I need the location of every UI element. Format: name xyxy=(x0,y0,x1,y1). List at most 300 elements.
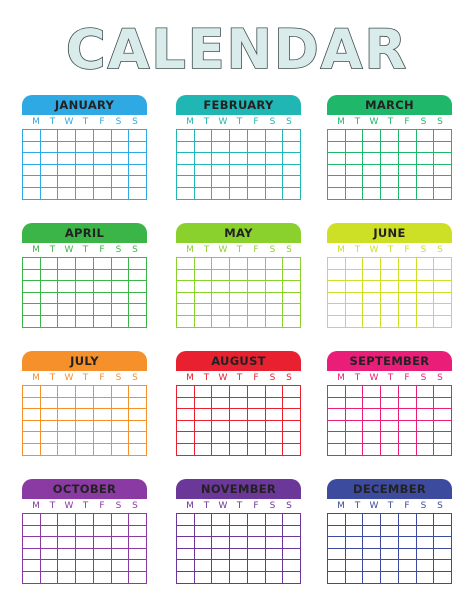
day-cell xyxy=(58,525,76,537)
day-cell xyxy=(265,420,283,432)
day-cell xyxy=(212,397,230,409)
day-cell xyxy=(212,443,230,455)
day-cell xyxy=(434,304,452,316)
week-row xyxy=(177,571,301,583)
day-cell xyxy=(129,397,147,409)
day-cell xyxy=(129,258,147,270)
weekday-label: M xyxy=(337,373,345,383)
day-cell xyxy=(76,281,94,293)
day-cell xyxy=(177,443,195,455)
day-cell xyxy=(283,397,301,409)
day-cell xyxy=(40,141,58,153)
day-cell xyxy=(111,571,129,583)
week-row xyxy=(23,443,147,455)
day-cell xyxy=(76,141,94,153)
day-cell xyxy=(328,571,346,583)
day-cell xyxy=(247,514,265,526)
day-cell xyxy=(194,187,212,199)
day-cell xyxy=(345,571,363,583)
day-cell xyxy=(129,420,147,432)
month-september xyxy=(327,351,452,456)
day-cell xyxy=(93,269,111,281)
day-cell xyxy=(129,141,147,153)
month-header: FEBRUARY xyxy=(176,95,301,115)
day-cell xyxy=(230,281,248,293)
day-cell xyxy=(40,409,58,421)
day-cell xyxy=(93,420,111,432)
day-cell xyxy=(23,525,41,537)
day-cell xyxy=(398,292,416,304)
day-grid xyxy=(22,129,147,200)
weekday-label: F xyxy=(99,245,105,255)
week-row xyxy=(177,386,301,398)
day-cell xyxy=(40,153,58,165)
day-cell xyxy=(23,176,41,188)
day-cell xyxy=(194,153,212,165)
month-header: OCTOBER xyxy=(22,479,147,499)
day-cell xyxy=(23,443,41,455)
day-cell xyxy=(283,258,301,270)
day-cell xyxy=(212,315,230,327)
weekday-label: S xyxy=(286,373,292,383)
day-cell xyxy=(212,386,230,398)
week-row xyxy=(177,537,301,549)
day-cell xyxy=(177,514,195,526)
day-cell xyxy=(177,386,195,398)
day-cell xyxy=(381,397,399,409)
day-cell xyxy=(416,571,434,583)
weekday-label: F xyxy=(404,245,410,255)
weekday-label: T xyxy=(203,245,210,255)
day-cell xyxy=(398,304,416,316)
day-cell xyxy=(283,187,301,199)
day-cell xyxy=(345,537,363,549)
day-cell xyxy=(381,420,399,432)
weekday-label: T xyxy=(354,245,361,255)
day-cell xyxy=(328,304,346,316)
day-cell xyxy=(398,130,416,142)
day-cell xyxy=(265,269,283,281)
day-grid xyxy=(176,385,301,456)
day-cell xyxy=(194,258,212,270)
day-cell xyxy=(328,397,346,409)
week-row xyxy=(23,315,147,327)
day-cell xyxy=(194,292,212,304)
month-august xyxy=(176,351,301,456)
day-cell xyxy=(76,409,94,421)
day-grid xyxy=(327,257,452,328)
day-cell xyxy=(93,292,111,304)
day-cell xyxy=(247,315,265,327)
day-cell xyxy=(76,258,94,270)
weekday-label: S xyxy=(437,373,443,383)
day-cell xyxy=(247,153,265,165)
day-cell xyxy=(247,548,265,560)
day-cell xyxy=(283,164,301,176)
weekday-label: T xyxy=(49,245,56,255)
weekday-label: F xyxy=(99,373,105,383)
month-header: MARCH xyxy=(327,95,452,115)
day-cell xyxy=(58,537,76,549)
day-cell xyxy=(398,176,416,188)
day-cell xyxy=(111,292,129,304)
weekday-label: T xyxy=(236,501,243,511)
day-cell xyxy=(434,525,452,537)
day-cell xyxy=(345,409,363,421)
day-cell xyxy=(76,269,94,281)
weekday-label: M xyxy=(186,245,194,255)
weekday-row xyxy=(327,371,452,385)
day-cell xyxy=(381,292,399,304)
day-cell xyxy=(40,397,58,409)
day-cell xyxy=(345,514,363,526)
day-cell xyxy=(265,514,283,526)
day-cell xyxy=(40,187,58,199)
weekday-label: F xyxy=(253,245,259,255)
day-cell xyxy=(230,548,248,560)
weekday-label: F xyxy=(253,117,259,127)
month-header: DECEMBER xyxy=(327,479,452,499)
month-march xyxy=(327,95,452,200)
day-cell xyxy=(381,187,399,199)
day-cell xyxy=(345,141,363,153)
day-cell xyxy=(363,432,381,444)
day-cell xyxy=(283,432,301,444)
day-cell xyxy=(283,443,301,455)
day-cell xyxy=(381,141,399,153)
week-row xyxy=(23,153,147,165)
day-cell xyxy=(345,153,363,165)
day-cell xyxy=(398,571,416,583)
day-cell xyxy=(194,571,212,583)
week-row xyxy=(328,304,452,316)
day-cell xyxy=(265,176,283,188)
day-cell xyxy=(40,258,58,270)
day-cell xyxy=(23,304,41,316)
day-cell xyxy=(76,130,94,142)
day-cell xyxy=(345,130,363,142)
day-cell xyxy=(23,315,41,327)
day-cell xyxy=(363,187,381,199)
week-row xyxy=(328,409,452,421)
day-cell xyxy=(345,269,363,281)
day-cell xyxy=(194,315,212,327)
week-row xyxy=(328,548,452,560)
weekday-label: T xyxy=(82,245,89,255)
day-cell xyxy=(381,176,399,188)
day-cell xyxy=(58,571,76,583)
week-row xyxy=(23,269,147,281)
day-cell xyxy=(283,525,301,537)
day-cell xyxy=(416,397,434,409)
day-cell xyxy=(345,420,363,432)
week-row xyxy=(328,281,452,293)
weekday-row xyxy=(176,243,301,257)
day-cell xyxy=(129,176,147,188)
day-cell xyxy=(363,548,381,560)
day-cell xyxy=(265,397,283,409)
week-row xyxy=(177,514,301,526)
day-cell xyxy=(434,571,452,583)
day-cell xyxy=(177,409,195,421)
day-cell xyxy=(194,141,212,153)
week-row xyxy=(328,315,452,327)
day-cell xyxy=(23,258,41,270)
day-cell xyxy=(230,443,248,455)
weekday-label: S xyxy=(420,501,427,511)
day-cell xyxy=(230,258,248,270)
day-cell xyxy=(23,560,41,572)
day-cell xyxy=(23,164,41,176)
day-cell xyxy=(23,397,41,409)
weekday-label: W xyxy=(369,117,379,127)
day-cell xyxy=(434,514,452,526)
day-cell xyxy=(76,292,94,304)
week-row xyxy=(23,571,147,583)
day-cell xyxy=(381,514,399,526)
day-cell xyxy=(177,537,195,549)
weekday-row xyxy=(22,243,147,257)
day-cell xyxy=(58,432,76,444)
day-cell xyxy=(129,443,147,455)
day-cell xyxy=(177,432,195,444)
day-cell xyxy=(328,269,346,281)
weekday-label: S xyxy=(437,245,443,255)
day-cell xyxy=(76,548,94,560)
day-cell xyxy=(398,537,416,549)
weekday-label: S xyxy=(115,117,122,127)
weekday-label: M xyxy=(337,117,345,127)
week-row xyxy=(23,420,147,432)
week-row xyxy=(177,187,301,199)
day-cell xyxy=(212,281,230,293)
day-cell xyxy=(265,537,283,549)
day-cell xyxy=(416,525,434,537)
week-row xyxy=(177,315,301,327)
day-cell xyxy=(111,281,129,293)
day-cell xyxy=(265,315,283,327)
day-cell xyxy=(58,409,76,421)
month-header: AUGUST xyxy=(176,351,301,371)
weekday-label: S xyxy=(115,245,122,255)
day-cell xyxy=(381,258,399,270)
day-cell xyxy=(129,315,147,327)
day-cell xyxy=(434,386,452,398)
weekday-label: F xyxy=(404,117,410,127)
weekday-label: S xyxy=(286,501,292,511)
day-cell xyxy=(194,514,212,526)
day-cell xyxy=(23,269,41,281)
day-cell xyxy=(129,187,147,199)
day-cell xyxy=(416,315,434,327)
weekday-label: T xyxy=(82,117,89,127)
day-cell xyxy=(40,269,58,281)
day-cell xyxy=(283,281,301,293)
day-cell xyxy=(283,571,301,583)
day-cell xyxy=(328,443,346,455)
day-cell xyxy=(212,432,230,444)
day-cell xyxy=(230,304,248,316)
weekday-label: S xyxy=(115,373,122,383)
weekday-label: S xyxy=(269,373,276,383)
month-october xyxy=(22,479,147,584)
day-cell xyxy=(111,187,129,199)
day-cell xyxy=(230,571,248,583)
day-cell xyxy=(93,397,111,409)
weekday-label: T xyxy=(203,501,210,511)
week-row xyxy=(23,292,147,304)
day-cell xyxy=(177,281,195,293)
weekday-label: F xyxy=(404,501,410,511)
weekday-label: S xyxy=(420,245,427,255)
day-cell xyxy=(93,164,111,176)
day-cell xyxy=(58,187,76,199)
weekday-label: F xyxy=(404,373,410,383)
day-cell xyxy=(416,304,434,316)
day-grid xyxy=(327,385,452,456)
day-cell xyxy=(111,304,129,316)
day-cell xyxy=(363,514,381,526)
weekday-label: T xyxy=(236,117,243,127)
day-cell xyxy=(381,315,399,327)
week-row xyxy=(328,397,452,409)
day-cell xyxy=(23,130,41,142)
day-cell xyxy=(194,386,212,398)
day-cell xyxy=(40,315,58,327)
day-cell xyxy=(265,409,283,421)
day-cell xyxy=(416,153,434,165)
day-cell xyxy=(58,292,76,304)
day-cell xyxy=(283,548,301,560)
day-cell xyxy=(58,548,76,560)
weekday-row xyxy=(327,499,452,513)
day-cell xyxy=(129,537,147,549)
weekday-label: S xyxy=(132,117,138,127)
day-cell xyxy=(283,304,301,316)
day-cell xyxy=(247,386,265,398)
day-cell xyxy=(416,292,434,304)
day-cell xyxy=(283,176,301,188)
weekday-label: T xyxy=(354,501,361,511)
day-cell xyxy=(434,258,452,270)
day-cell xyxy=(381,525,399,537)
weekday-label: T xyxy=(354,373,361,383)
day-cell xyxy=(434,141,452,153)
day-cell xyxy=(363,153,381,165)
day-cell xyxy=(40,164,58,176)
day-cell xyxy=(328,292,346,304)
day-cell xyxy=(247,525,265,537)
week-row xyxy=(23,514,147,526)
day-cell xyxy=(23,514,41,526)
month-december xyxy=(327,479,452,584)
weekday-label: T xyxy=(354,117,361,127)
day-cell xyxy=(129,548,147,560)
day-cell xyxy=(434,187,452,199)
month-header: JUNE xyxy=(327,223,452,243)
day-cell xyxy=(247,130,265,142)
weekday-label: M xyxy=(186,117,194,127)
day-cell xyxy=(328,281,346,293)
day-cell xyxy=(230,292,248,304)
day-cell xyxy=(23,432,41,444)
day-cell xyxy=(129,432,147,444)
day-cell xyxy=(283,292,301,304)
weekday-row xyxy=(176,499,301,513)
day-cell xyxy=(283,130,301,142)
week-row xyxy=(328,514,452,526)
weekday-label: W xyxy=(64,373,74,383)
day-cell xyxy=(23,571,41,583)
day-cell xyxy=(381,164,399,176)
week-row xyxy=(177,548,301,560)
week-row xyxy=(177,153,301,165)
day-cell xyxy=(40,304,58,316)
week-row xyxy=(328,537,452,549)
month-february xyxy=(176,95,301,200)
day-cell xyxy=(111,525,129,537)
day-cell xyxy=(93,571,111,583)
week-row xyxy=(177,269,301,281)
day-cell xyxy=(381,560,399,572)
day-cell xyxy=(247,176,265,188)
day-cell xyxy=(283,514,301,526)
day-cell xyxy=(345,292,363,304)
day-cell xyxy=(363,525,381,537)
day-cell xyxy=(230,187,248,199)
day-cell xyxy=(328,141,346,153)
week-row xyxy=(23,187,147,199)
day-cell xyxy=(398,560,416,572)
weekday-row xyxy=(22,371,147,385)
day-cell xyxy=(230,130,248,142)
day-cell xyxy=(212,514,230,526)
day-cell xyxy=(398,153,416,165)
month-header: SEPTEMBER xyxy=(327,351,452,371)
week-row xyxy=(328,432,452,444)
day-cell xyxy=(76,187,94,199)
day-cell xyxy=(398,432,416,444)
day-cell xyxy=(40,514,58,526)
week-row xyxy=(23,432,147,444)
day-cell xyxy=(111,514,129,526)
day-cell xyxy=(434,292,452,304)
weekday-row xyxy=(327,243,452,257)
page-title: CALENDAR xyxy=(65,20,409,76)
day-cell xyxy=(265,432,283,444)
day-grid xyxy=(327,513,452,584)
day-cell xyxy=(194,409,212,421)
day-cell xyxy=(345,164,363,176)
day-cell xyxy=(381,537,399,549)
day-cell xyxy=(93,548,111,560)
day-cell xyxy=(23,537,41,549)
day-cell xyxy=(212,176,230,188)
day-cell xyxy=(416,269,434,281)
day-cell xyxy=(345,258,363,270)
day-cell xyxy=(230,420,248,432)
day-cell xyxy=(129,281,147,293)
week-row xyxy=(328,187,452,199)
week-row xyxy=(23,525,147,537)
day-cell xyxy=(194,548,212,560)
day-cell xyxy=(76,164,94,176)
day-cell xyxy=(398,164,416,176)
day-cell xyxy=(58,386,76,398)
day-cell xyxy=(177,153,195,165)
week-row xyxy=(328,176,452,188)
day-cell xyxy=(265,258,283,270)
